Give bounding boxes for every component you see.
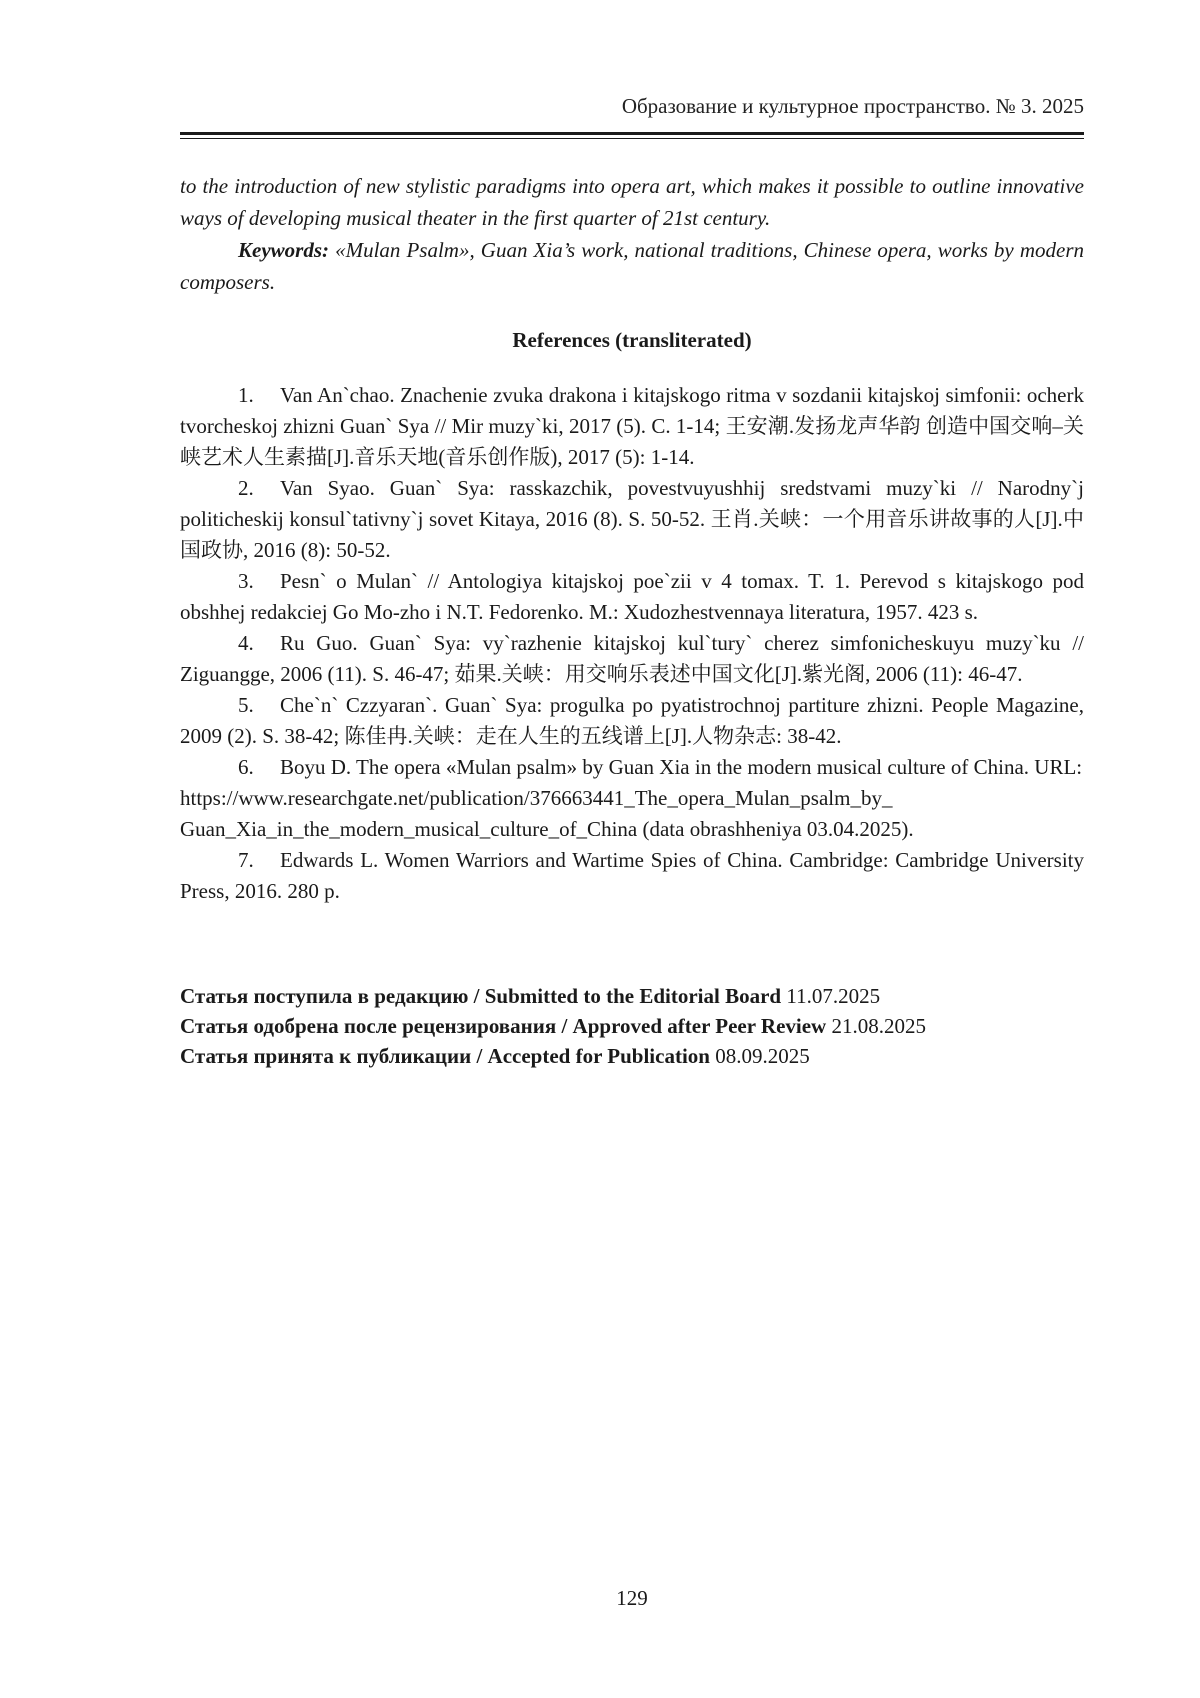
references-list (180, 380, 1084, 907)
reference-text: Pesn` o Mulan` // Antologiya kitajskoj poe`zii v 4 tomax. T. 1. Perevod s kitajskogo pod obshhej redakciej Go Mo-zho i N.T. Fedorenko. M.: Xudozhestvennaya literatura, 1957. 423 s. (180, 569, 1084, 624)
reference-number: 5. (238, 693, 254, 717)
body-text (180, 170, 1084, 1071)
reference-item (180, 690, 1084, 752)
page-number: 129 (616, 1586, 648, 1610)
submitted-date: 11.07.2025 (786, 984, 881, 1008)
abstract-ending: to the introduction of new stylistic paradigms into opera art, which makes it possible to outline innovative ways of developing musical theater in the first quarter of 21st century. (180, 174, 1084, 230)
reference-number: 7. (238, 848, 254, 872)
reference-number: 6. (238, 755, 254, 779)
reference-text: Van An`chao. Znachenie zvuka drakona i kitajskogo ritma v sozdanii kitajskoj simfonii: ocherk tvorcheskoj zhizni Guan` Sya // Mir muzy`ki, 2017 (5). C. 1-14; 王安潮.发扬龙声华韵 创造中国交响–关峡艺术人生素描[J].音乐天地(音乐创作版), 2017 (5): 1-14. (180, 383, 1084, 469)
running-header: Образование и культурное пространство. № 3. 2025 (621, 94, 1084, 118)
reference-text: Ru Guo. Guan` Sya: vy`razhenie kitajskoj kul`tury` cherez simfonicheskuyu muzy`ku // Ziguangge, 2006 (11). S. 46-47; 茹果.关峡：用交响乐表述中国文化[J].紫光阁, 2006 (11): 46-47. (180, 631, 1084, 686)
reference-item (180, 566, 1084, 628)
reference-text: Boyu D. The opera «Mulan psalm» by Guan Xia in the modern musical culture of China. URL: (280, 755, 1083, 779)
reference-item (180, 628, 1084, 690)
reference-item (180, 473, 1084, 566)
approved-row (180, 1011, 1084, 1041)
approved-date: 21.08.2025 (831, 1014, 926, 1038)
header-rule-thin (180, 138, 1084, 139)
reference-text: Che`n` Czzyaran`. Guan` Sya: progulka po pyatistrochnoj partiture zhizni. People Magazine, 2009 (2). S. 38-42; 陈佳冉.关峡：走在人生的五线谱上[J].人物杂志: 38-42. (180, 693, 1084, 748)
submitted-row (180, 981, 1084, 1011)
keywords-text: «Mulan Psalm», Guan Xia’s work, national traditions, Chinese opera, works by modern composers. (180, 238, 1084, 294)
reference-number: 4. (238, 631, 254, 655)
reference-url-line: https://www.researchgate.net/publication/376663441_The_opera_Mulan_psalm_by_ (180, 786, 893, 810)
keywords-label: Keywords: (238, 238, 329, 262)
accepted-row (180, 1041, 1084, 1071)
article-dates (180, 981, 1084, 1071)
reference-number: 3. (238, 569, 254, 593)
references-title: References (transliterated) (512, 328, 752, 352)
accepted-date: 08.09.2025 (715, 1044, 810, 1068)
reference-text: Van Syao. Guan` Sya: rasskazchik, povestvuyushhij sredstvami muzy`ki // Narodny`j politicheskij konsul`tativny`j sovet Kitaya, 2016 (8). S. 50-52. 王肖.关峡：一个用音乐讲故事的人[J].中国政协, 2016 (8): 50-52. (180, 476, 1084, 562)
reference-url-line: Guan_Xia_in_the_modern_musical_culture_of_China (data obrashheniya 03.04.2025). (180, 817, 914, 841)
reference-number: 2. (238, 476, 254, 500)
approved-label: Статья одобрена после рецензирования / Approved after Peer Review (180, 1014, 827, 1038)
reference-item (180, 845, 1084, 907)
reference-item (180, 752, 1084, 845)
reference-item (180, 380, 1084, 473)
reference-number: 1. (238, 383, 254, 407)
accepted-label: Статья принята к публикации / Accepted for Publication (180, 1044, 710, 1068)
submitted-label: Статья поступила в редакцию / Submitted to the Editorial Board (180, 984, 782, 1008)
keywords-paragraph (180, 234, 1084, 298)
header-rule-thick (180, 132, 1084, 135)
reference-text: Edwards L. Women Warriors and Wartime Spies of China. Cambridge: Cambridge University Press, 2016. 280 p. (180, 848, 1084, 903)
header-rule (180, 132, 1084, 140)
